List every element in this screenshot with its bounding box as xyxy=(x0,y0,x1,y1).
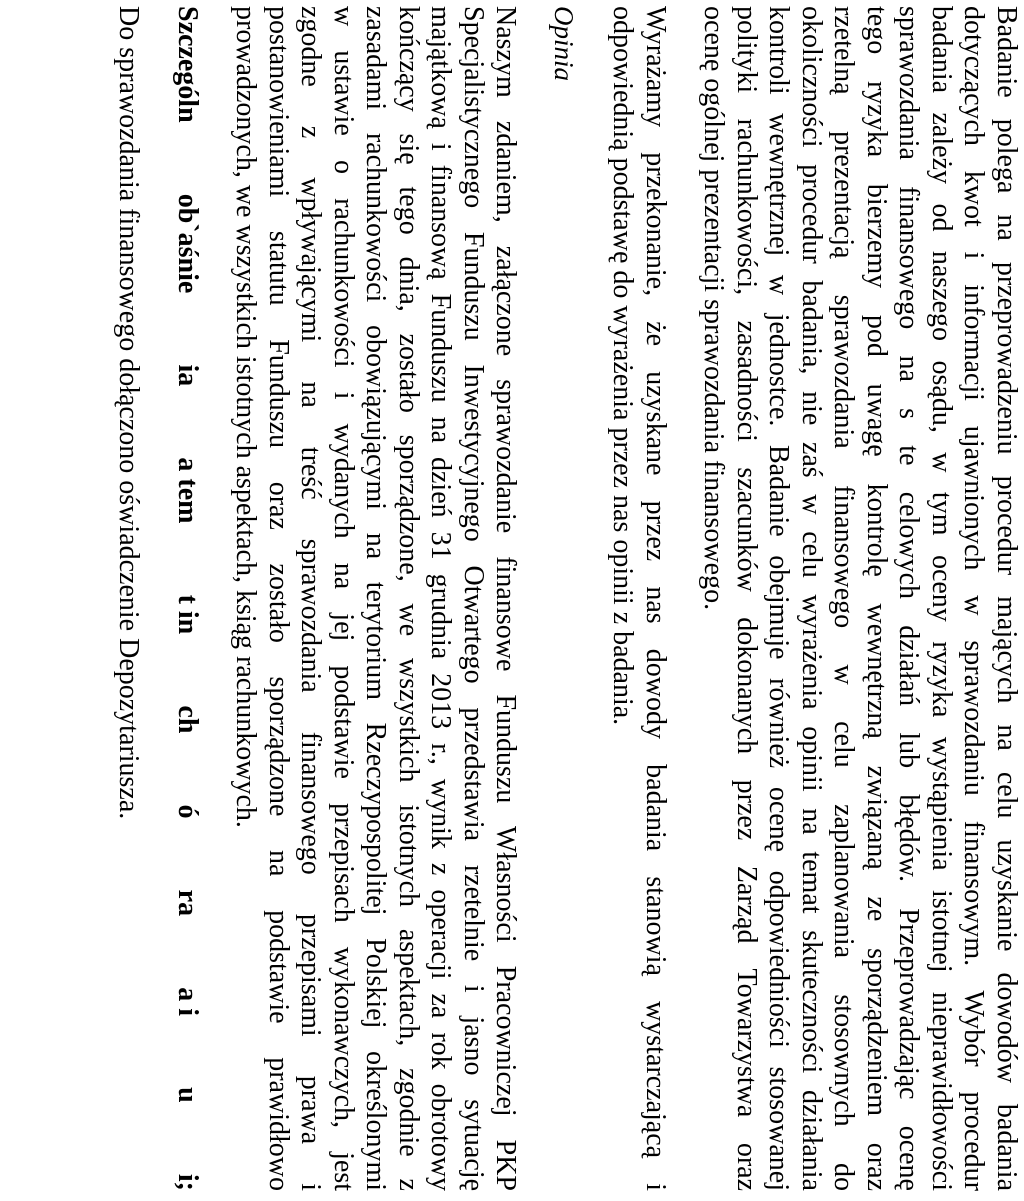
heading-fragment: ob`aśnie xyxy=(172,193,203,294)
text-line: sprawozdania finansowego na s te celowych działań lub błędów. Przeprowadzając ocenę xyxy=(893,6,925,1191)
heading-fragment: ch xyxy=(172,705,203,734)
paragraph-opinion xyxy=(229,6,522,1191)
text-line: Naszym zdaniem, załączone sprawozdanie finansowe Funduszu Własności Pracowniczej PKP xyxy=(490,6,522,1191)
text-line: polityki rachunkowości, zasadności szacunków dokonanych przez Zarząd Towarzystwa oraz xyxy=(731,6,762,1191)
heading-fragment: ia xyxy=(172,364,203,387)
text-line: tego ryzyka bierzemy pod uwagę kontrolę wewnętrzną związaną ze sporządzeniem oraz xyxy=(861,6,892,1191)
text-line: okoliczności procedur badania, nie zaś w celu wyrażenia opinii na temat skuteczności działania xyxy=(796,6,827,1191)
paragraph-evidence-statement xyxy=(606,6,671,1191)
text-line: ocenę ogólnej prezentacji sprawozdania finansowego. xyxy=(698,6,730,611)
opinion-heading: Opinia xyxy=(549,6,579,82)
heading-fragment: t in xyxy=(172,594,203,635)
text-line: odpowiednią podstawę do wyrażenia przez nas opinii z badania. xyxy=(607,6,639,726)
heading-fragment: u xyxy=(172,1087,203,1103)
heading-fragment: i; xyxy=(172,1173,203,1191)
text-line: kończący się tego dnia, zostało sporządzone, we wszystkich istotnych aspektach, zgodnie z xyxy=(393,6,424,1191)
text-line: prowadzonych, we wszystkich istotnych aspektach, ksiąg rachunkowych. xyxy=(230,6,262,828)
text-line: w ustawie o rachunkowości i wydanych na jej podstawie przepisach wykonawczych, jest xyxy=(328,6,359,1191)
text-line: Specjalistycznego Funduszu Inwestycyjnego Otwartego przedstawia rzetelnie i jasno sytuację xyxy=(458,6,489,1191)
paragraph-audit-procedures xyxy=(697,6,1022,1191)
heading-fragment: a i xyxy=(172,987,203,1016)
paragraph-spacer xyxy=(671,6,697,1191)
paragraph-spacer xyxy=(145,6,171,1191)
heading-fragment: ó xyxy=(172,804,203,819)
text-line: zasadami rachunkowości obowiązującymi na terytorium Rzeczypospolitej Polskiej określonymi xyxy=(360,6,392,1191)
paragraph-spacer xyxy=(522,6,548,1191)
heading-fragment: ra xyxy=(172,889,203,917)
text-line: kontroli wewnętrznej w jednostce. Badanie obejmuje również ocenę odpowiedniości stosowanej xyxy=(763,6,795,1191)
depositary-statement-line: Do sprawozdania finansowego dołączono oświadczenie Depozytariusza. xyxy=(113,6,145,820)
text-line: Wyrażamy przekonanie, że uzyskane przez nas dowody badania stanowią wystarczającą i xyxy=(640,6,671,1191)
text-line: majątkową i finansową Funduszu na dzień 31 grudnia 2013 r., wynik z operacji za rok obrotowy xyxy=(425,6,457,1191)
text-line: rzetelną prezentacją sprawozdania finansowego w celu zaplanowania stosownych do xyxy=(828,6,860,1191)
paragraph-spacer xyxy=(580,6,606,1191)
text-line: dotyczących kwot i informacji ujawnionych w sprawozdaniu finansowym. Wybór procedur xyxy=(958,6,990,1191)
heading-fragment: a tem xyxy=(172,457,203,524)
heading-fragment: Szczególn xyxy=(172,6,203,123)
paragraph-spacer xyxy=(203,6,229,1191)
text-line: postanowieniami statutu Funduszu oraz zostało sporządzone na podstawie prawidłowo xyxy=(263,6,294,1191)
text-line: zgodne z wpływającymi na treść sprawozdania finansowego przepisami prawa i xyxy=(295,6,327,1191)
text-line: badania zależy od naszego osądu, w tym oceny ryzyka wystąpienia istotnej nieprawidłowości xyxy=(926,6,957,1191)
text-line: Badanie polega na przeprowadzeniu procedur mających na celu uzyskanie dowodów badania xyxy=(991,6,1022,1191)
bold-section-heading xyxy=(171,6,204,1191)
